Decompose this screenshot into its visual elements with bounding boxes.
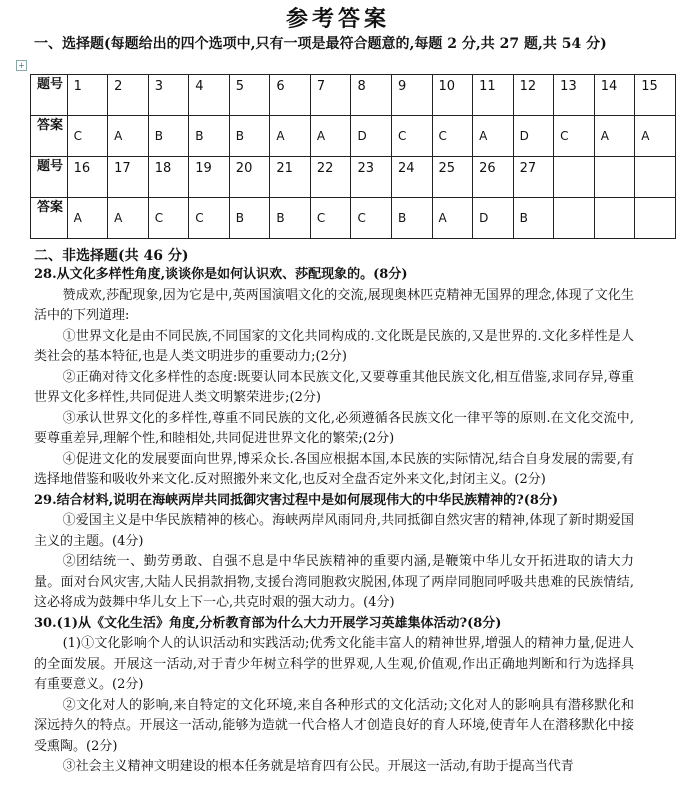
answer-cell: A (108, 198, 149, 239)
question-number-cell (594, 157, 635, 198)
question-number-cell: 25 (432, 157, 473, 198)
answer-cell: D (473, 198, 514, 239)
row-label-number: 题号 (31, 157, 68, 198)
question-number-cell: 10 (432, 75, 473, 116)
q29-question: 29.结合材料,说明在海峡两岸共同抵御灾害过程中是如何展现伟大的中华民族精神的?(8分) (34, 492, 559, 508)
question-number-cell: 27 (513, 157, 554, 198)
question-number-cell: 20 (229, 157, 270, 198)
question-number-cell: 17 (108, 157, 149, 198)
question-number-cell (554, 157, 595, 198)
question-number-cell (635, 157, 676, 198)
answer-table (30, 74, 676, 239)
question-number-cell: 13 (554, 75, 595, 116)
answer-cell: A (67, 198, 108, 239)
section2-heading: 二、非选择题(共 46 分) (34, 248, 189, 264)
answer-cell: C (310, 198, 351, 239)
q30-para: (1)①文化影响个人的认识活动和实践活动;优秀文化能丰富人的精神世界,增强人的精神力量,促进人的全面发展。开展这一活动,对于青少年树立科学的世界观,人生观,价值观,作出正确地判断和行为选择具有重要意义。(2分) (34, 636, 634, 692)
question-number-cell: 3 (148, 75, 189, 116)
question-number-cell: 24 (391, 157, 432, 198)
row-label-number: 题号 (31, 75, 68, 116)
answer-cell: C (148, 198, 189, 239)
answer-cell: C (67, 116, 108, 157)
answer-cell: B (270, 198, 311, 239)
answer-cell: D (513, 116, 554, 157)
q28-para: ③承认世界文化的多样性,尊重不同民族的文化,必须遵循各民族文化一律平等的原则.在文化交流中,要尊重差异,理解个性,和睦相处,共同促进世界文化的繁荣;(2分) (34, 410, 634, 446)
question-number-cell: 15 (635, 75, 676, 116)
row-label-answer: 答案 (31, 116, 68, 157)
question-number-cell: 26 (473, 157, 514, 198)
answer-cell: C (391, 116, 432, 157)
q30-para: ②文化对人的影响,来自特定的文化环境,来自各种形式的文化活动;文化对人的影响具有潜移默化和深远持久的特点。开展这一活动,能够为造就一代合格人才创造良好的育人环境,使青年人在潜移默化中接受熏陶。(2分) (34, 697, 634, 754)
answers-body (34, 265, 634, 778)
question-number-cell: 1 (67, 75, 108, 116)
answer-cell: B (391, 198, 432, 239)
q28-question: 28.从文化多样性角度,谈谈你是如何认识欢、莎配现象的。(8分) (34, 267, 408, 282)
answer-cell: A (310, 116, 351, 157)
answer-cell: B (229, 116, 270, 157)
question-number-cell: 19 (189, 157, 230, 198)
row-label-answer: 答案 (31, 198, 68, 239)
question-number-cell: 18 (148, 157, 189, 198)
answer-cell: A (108, 116, 149, 157)
question-number-cell: 8 (351, 75, 392, 116)
question-number-cell: 2 (108, 75, 149, 116)
question-number-cell: 14 (594, 75, 635, 116)
answer-cell: A (594, 116, 635, 157)
answer-cell: B (148, 116, 189, 157)
question-number-cell: 16 (67, 157, 108, 198)
section1-heading: 一、选择题(每题给出的四个选项中,只有一项是最符合题意的,每题 2 分,共 27 题,共 54 分) (34, 36, 607, 52)
answer-cell: A (432, 198, 473, 239)
question-number-cell: 4 (189, 75, 230, 116)
q29-para: ①爱国主义是中华民族精神的核心。海峡两岸风雨同舟,共同抵御自然灾害的精神,体现了新时期爱国主义的主题。(4分) (34, 513, 634, 549)
q30-question: 30.(1)从《文化生活》角度,分析教育部为什么大力开展学习英雄集体活动?(8分) (34, 615, 502, 631)
answer-cell: C (554, 116, 595, 157)
table-move-handle-icon[interactable]: + (16, 60, 27, 71)
answer-cell: C (432, 116, 473, 157)
question-number-cell: 7 (310, 75, 351, 116)
q28-para: ①世界文化是由不同民族,不同国家的文化共同构成的.文化既是民族的,又是世界的.文化多样性是人类社会的基本特征,也是人类文明进步的重要动力;(2分) (34, 328, 634, 364)
question-number-cell: 12 (513, 75, 554, 116)
page-title: 参考答案 (285, 6, 390, 32)
answer-cell: B (229, 198, 270, 239)
answer-cell (635, 198, 676, 239)
answer-cell: C (351, 198, 392, 239)
answer-cell: A (473, 116, 514, 157)
q28-para: ④促进文化的发展要面向世界,博采众长.各国应根据本国,本民族的实际情况,结合自身发展的需要,有选择地借鉴和吸收外来文化.反对照搬外来文化,也反对全盘否定外来文化,封闭主义。(2分) (34, 451, 634, 487)
q30-para: ③社会主义精神文明建设的根本任务就是培育四有公民。开展这一活动,有助于提高当代青 (62, 759, 574, 774)
question-number-cell: 5 (229, 75, 270, 116)
q29-para: ②团结统一、勤劳勇敢、自强不息是中华民族精神的重要内涵,是鞭策中华儿女开拓进取的请大力量。面对台风灾害,大陆人民捐款捐物,支援台湾同胞救灾脱困,体现了两岸同胞同呼吸共患难的民族情结,这必将成为鼓舞中华儿女上下一心,共克时艰的强大动力。(4分) (34, 554, 634, 610)
question-number-cell: 9 (391, 75, 432, 116)
question-number-cell: 11 (473, 75, 514, 116)
answer-cell: A (270, 116, 311, 157)
q28-para: ②正确对待文化多样性的态度:既要认同本民族文化,又要尊重其他民族文化,相互借鉴,求同存异,尊重世界文化多样性,共同促进人类文明繁荣进步;(2分) (34, 369, 634, 405)
q28-para: 赞成欢,莎配现象,因为它是中,英两国演唱文化的交流,展现奥林匹克精神无国界的理念,体现了文化生活中的下列道理: (34, 287, 634, 323)
answer-cell: B (513, 198, 554, 239)
question-number-cell: 22 (310, 157, 351, 198)
question-number-cell: 6 (270, 75, 311, 116)
answer-cell: D (351, 116, 392, 157)
answer-cell (594, 198, 635, 239)
question-number-cell: 23 (351, 157, 392, 198)
answer-cell: B (189, 116, 230, 157)
answer-cell (554, 198, 595, 239)
answer-cell: C (189, 198, 230, 239)
answer-cell: A (635, 116, 676, 157)
question-number-cell: 21 (270, 157, 311, 198)
